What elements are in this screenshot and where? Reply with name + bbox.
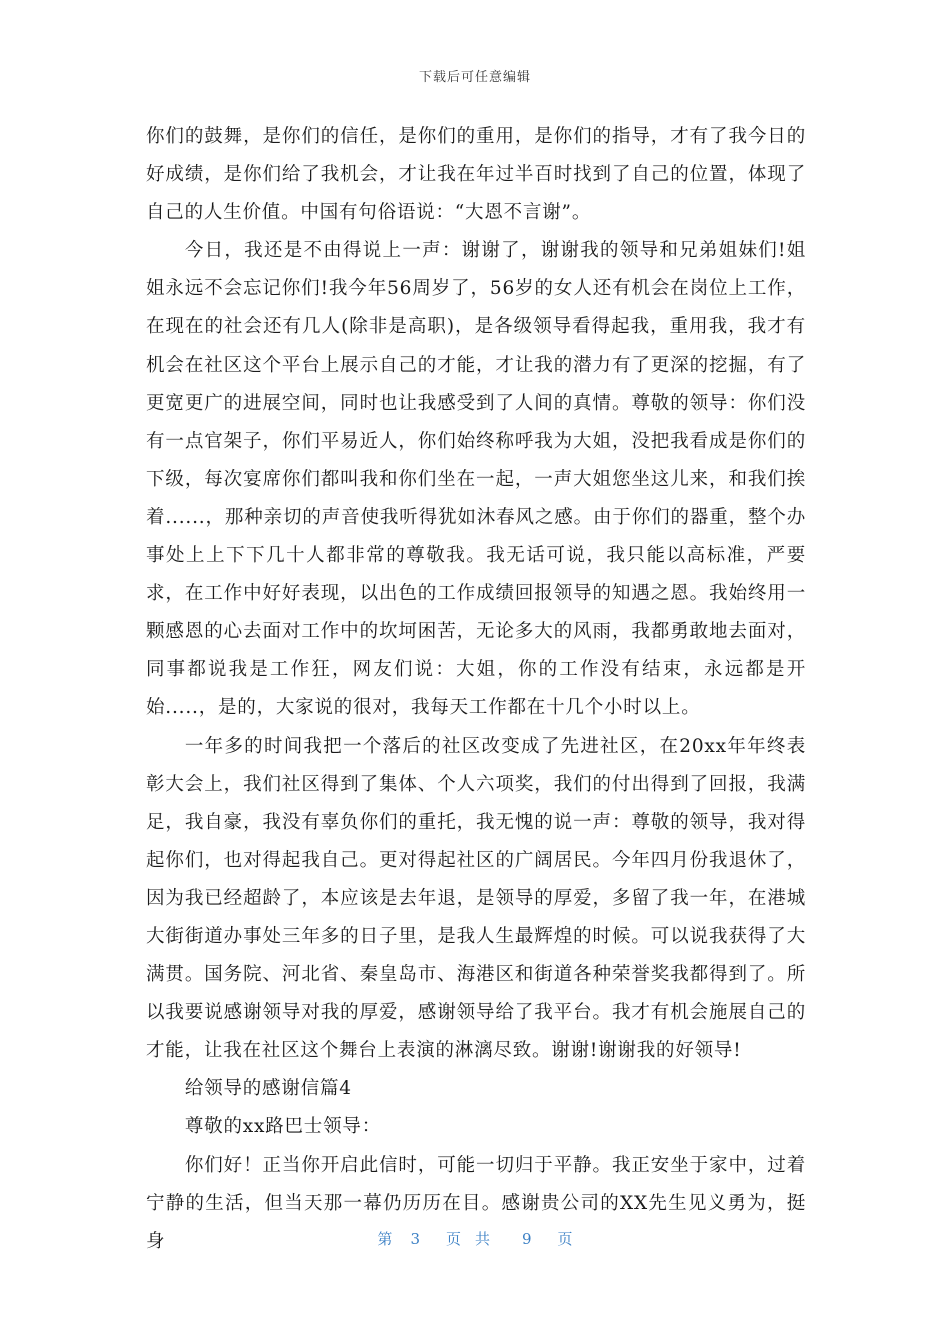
- footer-page-number: 3: [410, 1230, 420, 1248]
- header-note: 下载后可任意编辑: [418, 70, 531, 85]
- footer-prefix: 第: [377, 1230, 393, 1248]
- paragraph: 今日，我还是不由得说上一声：谢谢了，谢谢我的领导和兄弟姐妹们!姐姐永远不会忘记你们!我今年56周岁了，56岁的女人还有机会在岗位上工作，在现在的社会还有几人(除非是高职)，是各级领导看得起我，重用我，我才有机会在社区这个平台上展示自己的才能，才让我的潜力有了更深的挖掘，有了更宽更广的进展空间，同时也让我感受到了人间的真情。尊敬的领导：你们没有一点官架子，你们平易近人，你们始终称呼我为大姐，没把我看成是你们的下级，每次宴席你们都叫我和你们坐在一起，一声大姐您坐这儿来，和我们挨着......，那种亲切的声音使我听得犹如沐春风之感。由于你们的器重，整个办事处上上下下几十人都非常的尊敬我。我无话可说，我只能以高标准，严要求，在工作中好好表现，以出色的工作成绩回报领导的知遇之恩。我始终用一颗感恩的心去面对工作中的坎坷困苦，无论多大的风雨，我都勇敢地去面对，同事都说我是工作狂，网友们说：大姐，你的工作没有结束，永远都是开始.....，是的，大家说的很对，我每天工作都在十几个小时以上。: [146, 240, 806, 719]
- footer-total-pages: 9: [522, 1230, 532, 1248]
- footer-suffix: 页: [557, 1230, 573, 1248]
- page-footer: [0, 1228, 950, 1249]
- paragraph: 你们好！正当你开启此信时，可能一切归于平静。我正安坐于家中，过着宁静的生活，但当天那一幕仍历历在目。感谢贵公司的XX先生见义勇为，挺身: [146, 1154, 806, 1252]
- footer-middle: 页共: [445, 1230, 504, 1248]
- document-body: [146, 118, 806, 1261]
- letter-salutation: 尊敬的xx路巴士领导：: [184, 1116, 382, 1138]
- section-heading: 给领导的感谢信篇4: [184, 1078, 352, 1100]
- paragraph: 一年多的时间我把一个落后的社区改变成了先进社区，在20xx年年终表彰大会上，我们社区得到了集体、个人六项奖，我们的付出得到了回报，我满足，我自豪，我没有辜负你们的重托，我无愧的说一声：尊敬的领导，我对得起你们，也对得起我自己。更对得起社区的广阔居民。今年四月份我退休了，因为我已经超龄了，本应该是去年退，是领导的厚爱，多留了我一年，在港城大街街道办事处三年多的日子里，是我人生最辉煌的时候。可以说我获得了大满贯。国务院、河北省、秦皇岛市、海港区和街道各种荣誉奖我都得到了。所以我要说感谢领导对我的厚爱，感谢领导给了我平台。我才有机会施展自己的才能，让我在社区这个舞台上表演的淋漓尽致。谢谢!谢谢我的好领导!: [146, 735, 806, 1062]
- paragraph: 你们的鼓舞，是你们的信任，是你们的重用，是你们的指导，才有了我今日的好成绩，是你们给了我机会，才让我在年过半百时找到了自己的位置，体现了自己的人生价值。中国有句俗语说：“大恩不言谢”。: [146, 126, 806, 224]
